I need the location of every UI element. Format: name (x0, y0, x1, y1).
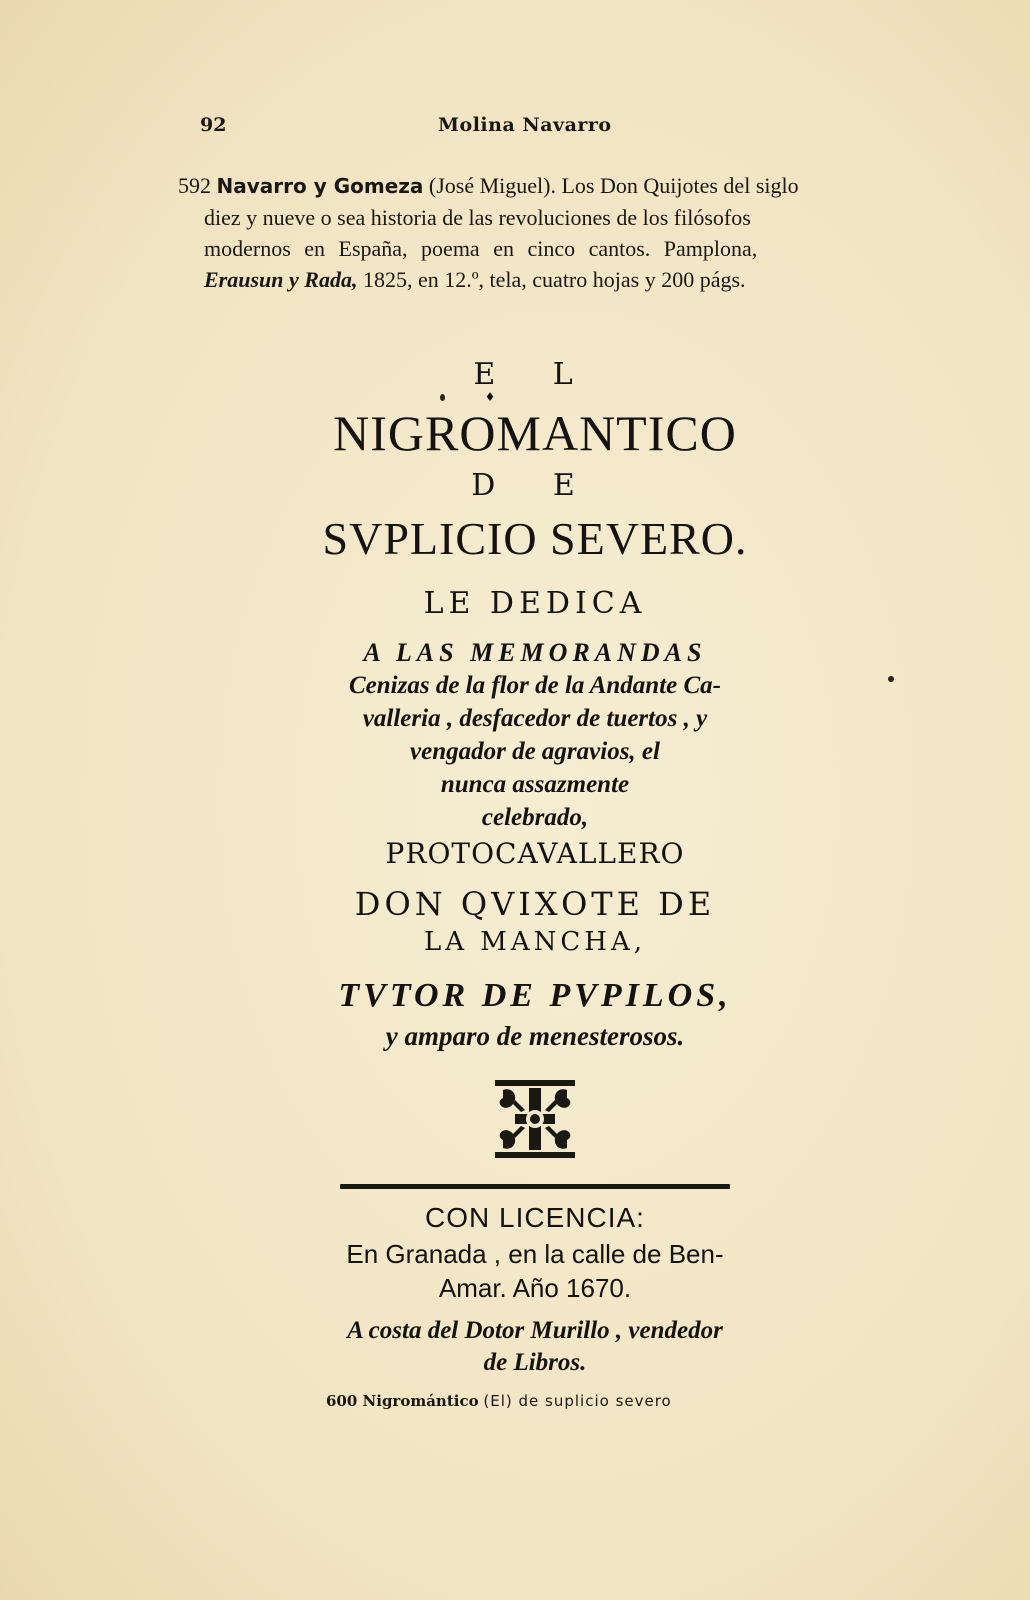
title-imprint-1: En Granada , en la calle de Ben- (346, 1239, 724, 1269)
running-head (200, 114, 920, 144)
ink-speck (888, 676, 894, 682)
title-line-cenizas: Cenizas de la flor de la Andante Ca- (348, 672, 721, 699)
title-amparo: y amparo de menesterosos. (385, 1021, 685, 1051)
title-dot-ornament: ♦ (484, 390, 496, 404)
title-memorandas: A LAS MEMORANDAS (363, 638, 707, 667)
figure-caption (326, 1392, 746, 1410)
title-tutor: TVTOR DE PVPILOS, (338, 977, 732, 1014)
title-nigromantico: NIGROMANTICO (333, 405, 737, 461)
horizontal-rule (340, 1184, 730, 1189)
title-don-quixote: DON QVIXOTE DE (354, 885, 716, 923)
title-costa-1: A costa del Dotor Murillo , vendedor (347, 1317, 723, 1344)
ink-speck (440, 394, 445, 401)
printers-ornament-icon (485, 1076, 585, 1162)
title-la-mancha: LA MANCHA, (423, 927, 647, 957)
title-le-dedica: LE DEDICA (423, 586, 647, 621)
title-de: D E (471, 468, 599, 503)
entry-line-3: modernos en España, poema en cinco cantos. Pamplona, (204, 236, 758, 261)
entry-printer: Erausun y Rada, (204, 267, 358, 292)
title-suplicio: SVPLICIO SEVERO. (322, 513, 748, 564)
running-head-author: Molina Navarro (438, 114, 612, 136)
caption-number-title: 600 Nigromántico (326, 1392, 479, 1410)
title-costa-2: de Libros. (483, 1349, 587, 1376)
title-line-vengador: vengador de agravios, el (410, 738, 660, 765)
entry-number: 592 (178, 173, 211, 198)
entry-line-1-rest: (José Miguel). Los Don Quijotes del siglo (428, 173, 799, 198)
title-el: E L (473, 357, 597, 392)
title-line-celebrado: celebrado, (481, 804, 589, 831)
page-number: 92 (200, 114, 227, 136)
entry-line-4 (204, 264, 900, 295)
entry-line-1 (178, 170, 900, 202)
entry-line-2: diez y nueve o sea historia de las revoluciones de los filósofos (204, 205, 751, 230)
entry-line-4-rest: 1825, en 12.º, tela, cuatro hojas y 200 págs. (362, 267, 746, 292)
title-page-facsimile (300, 352, 770, 1376)
title-imprint-2: Amar. Año 1670. (438, 1273, 632, 1303)
title-con-licencia: CON LICENCIA: (425, 1202, 645, 1233)
caption-rest: (El) de suplicio severo (483, 1392, 672, 1410)
entry-author: Navarro y Gomeza (216, 174, 424, 198)
title-protocavallero: PROTOCAVALLERO (385, 837, 685, 870)
title-line-nunca: nunca assazmente (440, 771, 630, 798)
bibliography-entry (178, 170, 900, 295)
title-line-valleria: valleria , desfacedor de tuertos , y (362, 705, 708, 732)
